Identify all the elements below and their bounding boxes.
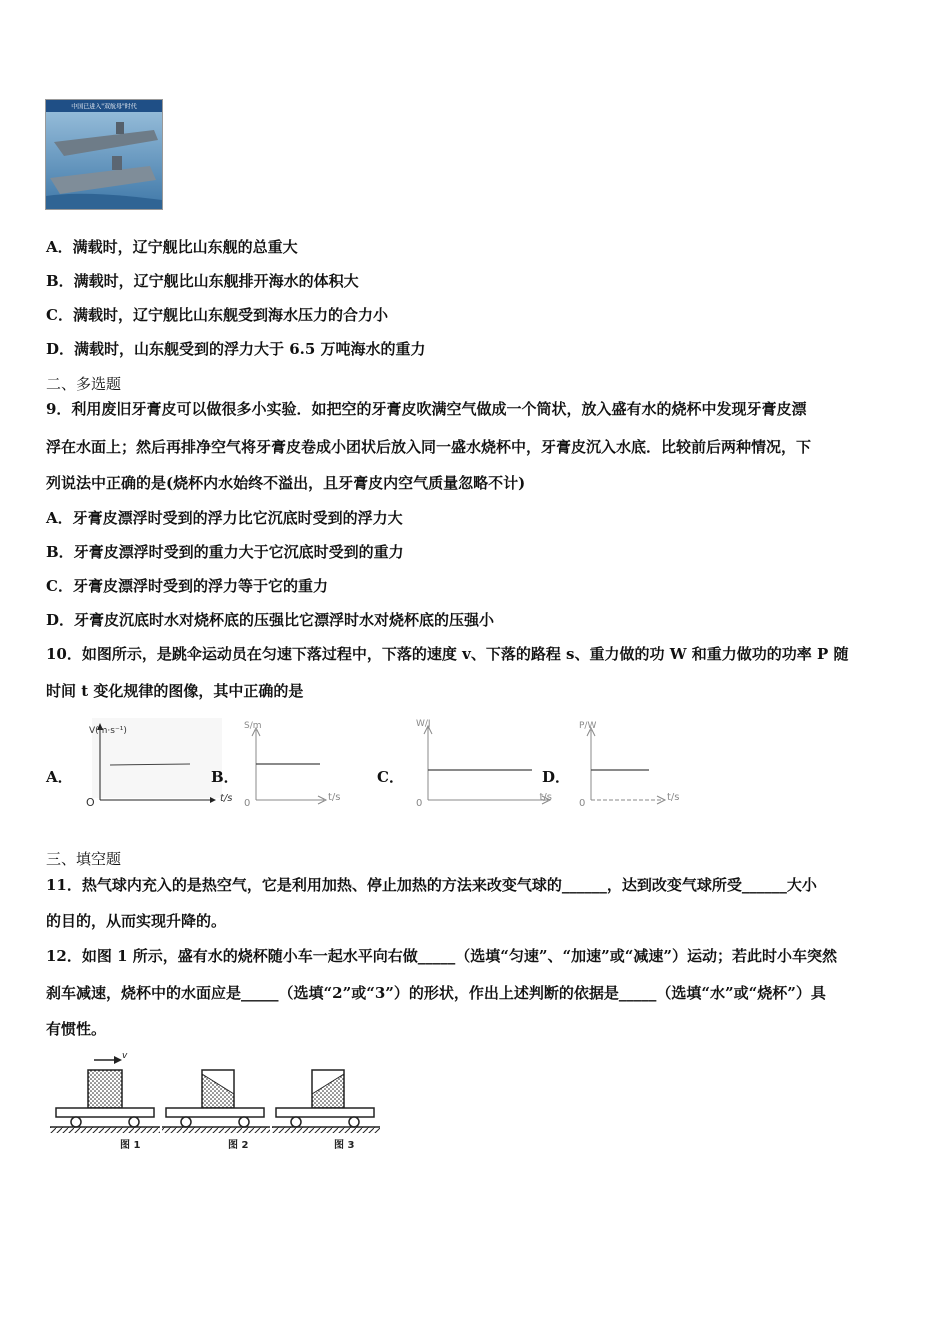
q9-stem-line-3: 列说法中正确的是(烧杯内水始终不溢出，且牙膏皮内空气质量忽略不计) <box>46 474 526 492</box>
q10-graph-c-xlabel: t/s <box>539 792 552 803</box>
q11-stem-line-1: 11．热气球内充入的是热空气，它是利用加热、停止加热的方法来改变气球的______，达到改变气球所受______大小 <box>46 876 817 894</box>
q9-stem-line-1: 9．利用废旧牙膏皮可以做很多小实验．如把空的牙膏皮吹满空气做成一个筒状，放入盛有水的烧杯中发现牙膏皮漂 <box>46 400 807 418</box>
q10-graph-a <box>82 718 232 814</box>
q8-option-a: A．满载时，辽宁舰比山东舰的总重大 <box>46 238 298 256</box>
q8-option-c: C．满载时，辽宁舰比山东舰受到海水压力的合力小 <box>46 306 388 324</box>
q10-graph-d <box>571 718 691 814</box>
q10-option-b-label: B． <box>211 768 239 786</box>
q12-cart-figure <box>50 1050 390 1160</box>
q12-figure-2 <box>162 1070 270 1151</box>
q12-stem-line-3: 有惯性。 <box>46 1020 107 1038</box>
q9-option-d: D．牙膏皮沉底时水对烧杯底的压强比它漂浮时水对烧杯底的压强小 <box>46 611 495 629</box>
q10-graph-b-ylabel: S/m <box>244 721 262 731</box>
q9-option-b: B．牙膏皮漂浮时受到的重力大于它沉底时受到的重力 <box>46 543 404 561</box>
q12-stem-line-2: 刹车减速，烧杯中的水面应是_____（选填“2”或“3”）的形状，作出上述判断的依据是_____（选填“水”或“烧杯”）具 <box>46 984 826 1002</box>
q10-graph-d-ylabel: P/W <box>579 721 597 731</box>
q8-option-d: D．满载时，山东舰受到的浮力大于 6.5 万吨海水的重力 <box>46 340 426 358</box>
q10-graph-c-origin: 0 <box>416 798 423 809</box>
q12-stem-line-1: 12．如图 1 所示，盛有水的烧杯随小车一起水平向右做_____（选填“匀速”、“加速”或“减速”）运动；若此时小车突然 <box>46 947 838 965</box>
q10-graph-c-ylabel: W/J <box>416 719 431 729</box>
q10-stem-line-2: 时间 t 变化规律的图像，其中正确的是 <box>46 682 304 700</box>
q12-velocity-label: v <box>122 1051 128 1061</box>
q10-graph-options <box>46 718 906 818</box>
q10-graph-a-origin: O <box>86 796 95 809</box>
q10-option-c-label: C． <box>377 768 404 786</box>
aircraft-carrier-photo <box>45 99 163 210</box>
q8-option-b: B．满载时，辽宁舰比山东舰排开海水的体积大 <box>46 272 359 290</box>
q10-option-a-label: A． <box>46 768 73 786</box>
q10-graph-a-ylabel: V(m·s⁻¹) <box>89 726 127 736</box>
q10-graph-b-origin: 0 <box>244 798 251 809</box>
q10-graph-b-xlabel: t/s <box>328 792 341 803</box>
q10-graph-d-xlabel: t/s <box>667 792 680 803</box>
q12-figure-1-label: 图 1 <box>120 1140 141 1151</box>
q12-figure-3 <box>272 1070 380 1151</box>
photo-caption: 中国已进入"双航母"时代 <box>71 103 137 111</box>
section-heading-fill-in: 三、填空题 <box>46 850 122 868</box>
q10-graph-b <box>238 718 378 814</box>
q11-stem-line-2: 的目的，从而实现升降的。 <box>46 912 227 930</box>
section-heading-multiple-choice: 二、多选题 <box>46 375 122 393</box>
q10-option-d-label: D． <box>542 768 571 786</box>
q9-option-a: A．牙膏皮漂浮时受到的浮力比它沉底时受到的浮力大 <box>46 509 403 527</box>
q10-graph-a-xlabel: t/s <box>220 793 232 804</box>
q12-figure-2-label: 图 2 <box>228 1140 249 1151</box>
q10-graph-d-origin: 0 <box>579 798 586 809</box>
q10-graph-c <box>406 718 556 814</box>
q9-option-c: C．牙膏皮漂浮时受到的浮力等于它的重力 <box>46 577 328 595</box>
q9-stem-line-2: 浮在水面上；然后再排净空气将牙膏皮卷成小团状后放入同一盛水烧杯中，牙膏皮沉入水底．比较前后两种情况，下 <box>46 438 812 456</box>
q12-figure-1 <box>50 1051 160 1151</box>
q10-stem-line-1: 10．如图所示，是跳伞运动员在匀速下落过程中，下落的速度 v、下落的路程 s、重力做的功 W 和重力做功的功率 P 随 <box>46 645 849 663</box>
q12-figure-3-label: 图 3 <box>334 1140 355 1151</box>
